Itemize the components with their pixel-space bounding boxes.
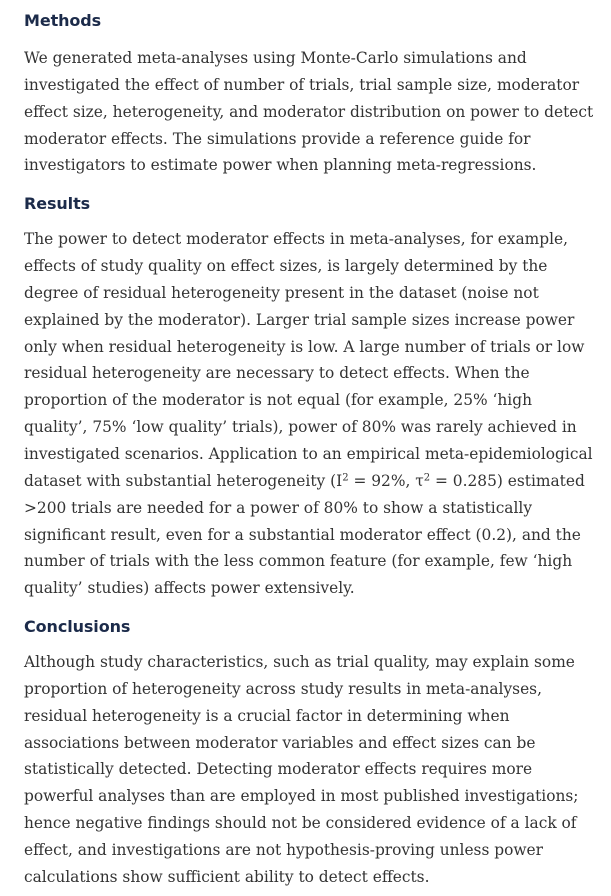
conclusions-section — [24, 615, 599, 891]
conclusions-paragraph: Although study characteristics, such as trial quality, may explain some proportion of heterogeneity across study results in meta-analyses, residual heterogeneity is a crucial factor in determining when associations between moderator variables and effect sizes can be statistically detected. Detecting moderator effects requires more powerful analyses than are employed in most published investigations; hence negative findings should not be considered evidence of a lack of effect, and investigations are not hypothesis-proving unless power calculations show sufficient ability to detect effects. — [24, 653, 579, 886]
results-text-part2: = 92%, τ — [348, 471, 424, 490]
conclusions-heading: Conclusions — [24, 617, 131, 637]
results-heading: Results — [24, 194, 91, 214]
methods-section — [24, 9, 599, 179]
results-paragraph — [24, 226, 599, 602]
abstract — [24, 9, 599, 891]
tau-squared-superscript: 2 — [423, 472, 431, 484]
i-squared-superscript: 2 — [342, 472, 349, 484]
methods-heading: Methods — [24, 11, 102, 30]
results-text-part1: The power to detect moderator effects in meta-analyses, for example, effects of study quality on effect sizes, is largely determined by the degree of residual heterogeneity present in the dataset (noise not explained by the moderator). Larger trial sample sizes increase power only when residual heterogeneity is low. A large number of trials or low residual heterogeneity are necessary to detect effects. When the proportion of the moderator is not equal (for example, 25% ‘high quality’, 75% ‘low quality’ trials), power of 80% was rarely achieved in investigated scenarios. Application to an empirical meta-epidemiological dataset with substantial heterogeneity (I — [24, 230, 593, 490]
methods-paragraph: We generated meta-analyses using Monte-Carlo simulations and investigated the effect of number of trials, trial sample size, moderator effect size, heterogeneity, and moderator distribution on power to detect moderator effects. The simulations provide a reference guide for investigators to estimate power when planning meta-regressions. — [24, 49, 594, 175]
results-text-part3: = 0.285) estimated >200 trials are needed for a power of 80% to show a statistically significant result, even for a substantial moderator effect (0.2), and the number of trials with the less common feature (for example, few ‘high quality’ studies) affects power extensively. — [24, 471, 585, 598]
results-section — [24, 192, 599, 602]
